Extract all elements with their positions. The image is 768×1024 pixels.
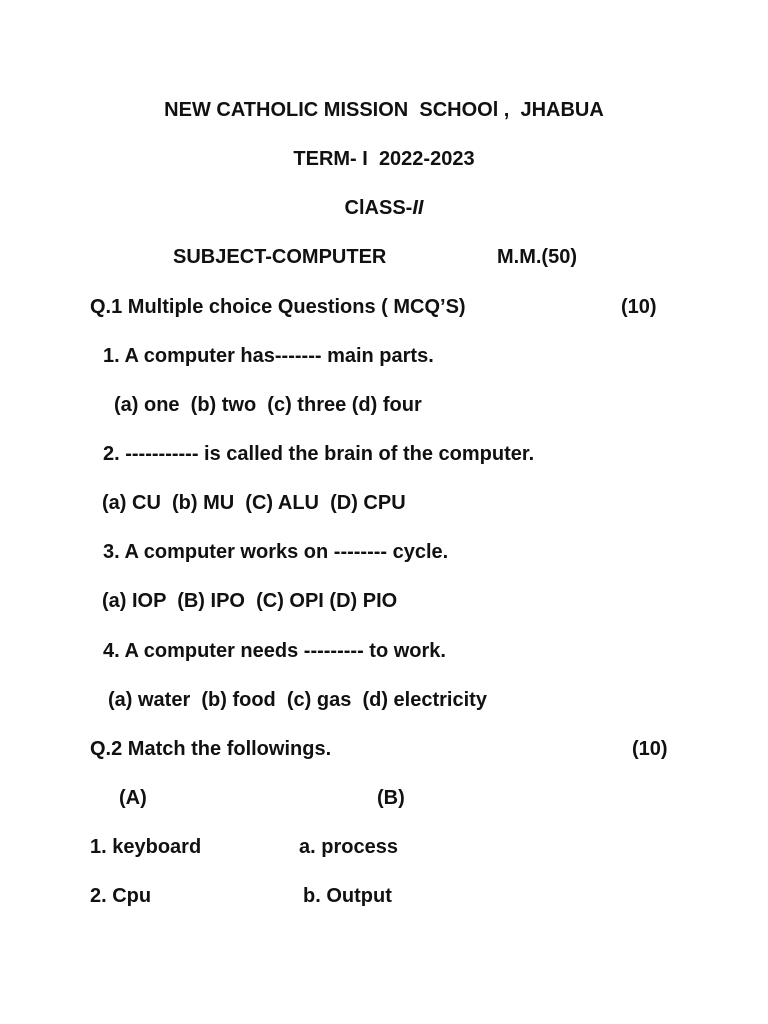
class-label: ClASS- <box>344 197 413 219</box>
q1-question-1: 1. A computer has------- main parts. <box>103 345 434 367</box>
q2-row-2-b: b. Output <box>303 885 392 907</box>
class-value: II <box>412 197 424 219</box>
q1-options-3: (a) IOP (B) IPO (C) OPI (D) PIO <box>102 590 398 612</box>
class-line <box>0 196 768 220</box>
q1-marks: (10) <box>621 296 657 318</box>
q2-column-b-header: (B) <box>377 787 405 809</box>
q1-question-4: 4. A computer needs --------- to work. <box>103 640 446 662</box>
q1-options-4: (a) water (b) food (c) gas (d) electricity <box>108 689 487 711</box>
school-name: NEW CATHOLIC MISSION SCHOOl , JHABUA <box>164 99 604 121</box>
term-line: TERM- I 2022-2023 <box>293 148 475 170</box>
q1-question-2: 2. ----------- is called the brain of the computer. <box>103 443 535 465</box>
q1-options-1: (a) one (b) two (c) three (d) four <box>114 394 422 416</box>
q1-options-2: (a) CU (b) MU (C) ALU (D) CPU <box>102 492 406 514</box>
q2-row-1-a: 1. keyboard <box>90 836 202 858</box>
q2-title: Q.2 Match the followings. <box>90 738 332 760</box>
q1-title: Q.1 Multiple choice Questions ( MCQ’S) <box>90 296 466 318</box>
q2-column-a-header: (A) <box>119 787 147 809</box>
q2-marks: (10) <box>632 738 668 760</box>
q2-row-2-a: 2. Cpu <box>90 885 152 907</box>
q2-row-1-b: a. process <box>299 836 398 858</box>
max-marks: M.M.(50) <box>497 246 577 268</box>
q1-question-3: 3. A computer works on -------- cycle. <box>103 541 449 563</box>
subject-line: SUBJECT-COMPUTER <box>173 246 387 268</box>
